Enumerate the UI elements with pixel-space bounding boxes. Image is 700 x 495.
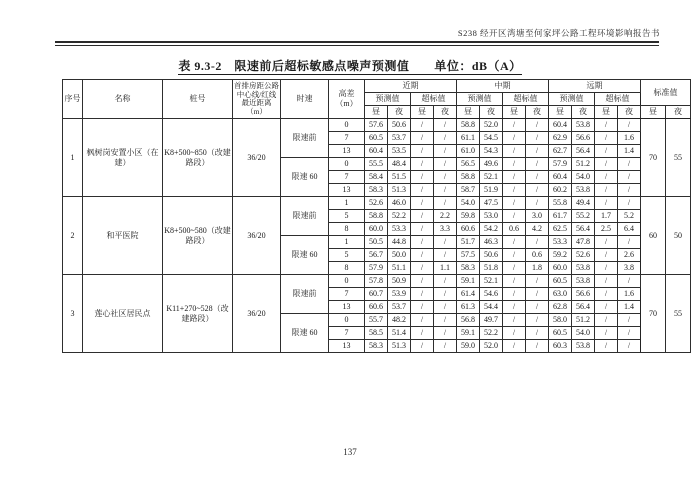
value-cell: 51.4: [388, 327, 411, 340]
value-cell: /: [595, 262, 618, 275]
value-cell: /: [595, 249, 618, 262]
value-cell: /: [411, 132, 434, 145]
col-header-day: 昼: [595, 106, 618, 119]
speed-cell: 限速 60: [281, 158, 329, 197]
value-cell: /: [411, 171, 434, 184]
value-cell: /: [503, 340, 526, 353]
value-cell: /: [503, 119, 526, 132]
value-cell: /: [503, 145, 526, 158]
value-cell: /: [526, 327, 549, 340]
value-cell: /: [526, 340, 549, 353]
value-cell: 52.2: [480, 327, 503, 340]
col-header-night: 夜: [480, 106, 503, 119]
table-row: [63, 197, 691, 210]
value-cell: 58.5: [365, 327, 388, 340]
value-cell: 55.7: [365, 314, 388, 327]
value-cell: /: [595, 236, 618, 249]
value-cell: /: [526, 314, 549, 327]
value-cell: 60.6: [457, 223, 480, 236]
value-cell: 60.7: [365, 288, 388, 301]
value-cell: 62.8: [549, 301, 572, 314]
value-cell: /: [434, 171, 457, 184]
value-cell: 55.8: [549, 197, 572, 210]
table-title-text: 表 9.3-2 限速前后超标敏感点噪声预测值 单位：dB（A）: [178, 59, 522, 73]
value-cell: 56.5: [457, 158, 480, 171]
value-cell: /: [526, 132, 549, 145]
value-cell: 60.4: [549, 119, 572, 132]
value-cell: /: [526, 184, 549, 197]
value-cell: 53.8: [572, 275, 595, 288]
value-cell: 49.4: [572, 197, 595, 210]
value-cell: /: [503, 275, 526, 288]
col-header-predicted: 预测值: [549, 93, 595, 106]
value-cell: /: [411, 145, 434, 158]
value-cell: 57.9: [549, 158, 572, 171]
value-cell: /: [595, 288, 618, 301]
value-cell: 53.3: [549, 236, 572, 249]
value-cell: /: [595, 171, 618, 184]
height-diff-cell: 1: [329, 236, 365, 249]
value-cell: 63.0: [549, 288, 572, 301]
value-cell: 51.2: [572, 158, 595, 171]
value-cell: /: [618, 327, 641, 340]
value-cell: 3.8: [618, 262, 641, 275]
value-cell: 2.5: [595, 223, 618, 236]
value-cell: /: [434, 236, 457, 249]
col-header-night: 夜: [572, 106, 595, 119]
value-cell: 54.5: [480, 132, 503, 145]
value-cell: 3.0: [526, 210, 549, 223]
value-cell: 52.0: [480, 340, 503, 353]
value-cell: /: [526, 275, 549, 288]
col-header-stake: 桩号: [163, 80, 233, 119]
value-cell: 50.6: [388, 119, 411, 132]
col-header-night: 夜: [526, 106, 549, 119]
col-header-day: 昼: [365, 106, 388, 119]
height-diff-cell: 8: [329, 262, 365, 275]
col-header-exceed: 超标值: [503, 93, 549, 106]
value-cell: /: [526, 171, 549, 184]
value-cell: 58.8: [457, 119, 480, 132]
value-cell: /: [503, 184, 526, 197]
value-cell: /: [503, 236, 526, 249]
value-cell: /: [434, 314, 457, 327]
value-cell: /: [618, 184, 641, 197]
col-header-predicted: 预测值: [365, 93, 411, 106]
value-cell: 53.8: [572, 119, 595, 132]
value-cell: 54.2: [480, 223, 503, 236]
value-cell: 53.5: [388, 145, 411, 158]
value-cell: /: [595, 119, 618, 132]
col-header-seq: 序号: [63, 80, 83, 119]
value-cell: 51.7: [457, 236, 480, 249]
value-cell: 5.2: [618, 210, 641, 223]
col-header-height-diff: 高差（m）: [329, 80, 365, 119]
value-cell: /: [595, 275, 618, 288]
value-cell: /: [618, 275, 641, 288]
col-header-standard: 标准值: [641, 80, 691, 106]
standard-night-cell: 55: [666, 119, 691, 197]
height-diff-cell: 1: [329, 197, 365, 210]
seq-cell: 2: [63, 197, 83, 275]
col-header-day: 昼: [411, 106, 434, 119]
value-cell: 53.0: [480, 210, 503, 223]
page-number: 137: [343, 447, 357, 457]
value-cell: 60.6: [365, 301, 388, 314]
value-cell: 58.3: [457, 262, 480, 275]
value-cell: 57.6: [365, 119, 388, 132]
col-header-period-far: 远期: [549, 80, 641, 93]
col-header-day: 昼: [549, 106, 572, 119]
value-cell: /: [411, 340, 434, 353]
value-cell: 1.6: [618, 132, 641, 145]
col-header-day: 昼: [503, 106, 526, 119]
value-cell: 47.5: [480, 197, 503, 210]
height-diff-cell: 0: [329, 158, 365, 171]
value-cell: /: [526, 197, 549, 210]
value-cell: /: [526, 301, 549, 314]
value-cell: 61.1: [457, 132, 480, 145]
value-cell: /: [526, 158, 549, 171]
height-diff-cell: 0: [329, 314, 365, 327]
value-cell: 50.9: [388, 275, 411, 288]
value-cell: 57.5: [457, 249, 480, 262]
value-cell: 2.6: [618, 249, 641, 262]
value-cell: 60.4: [365, 145, 388, 158]
height-diff-cell: 13: [329, 184, 365, 197]
noise-table-wrap: [62, 79, 691, 353]
value-cell: 47.8: [572, 236, 595, 249]
col-header-night: 夜: [434, 106, 457, 119]
value-cell: /: [503, 262, 526, 275]
value-cell: 54.3: [480, 145, 503, 158]
value-cell: /: [411, 327, 434, 340]
value-cell: 61.0: [457, 145, 480, 158]
height-diff-cell: 13: [329, 340, 365, 353]
value-cell: 53.8: [572, 340, 595, 353]
value-cell: /: [411, 288, 434, 301]
value-cell: 53.9: [388, 288, 411, 301]
seq-cell: 3: [63, 275, 83, 353]
name-cell: 和平医院: [83, 197, 163, 275]
value-cell: /: [526, 119, 549, 132]
value-cell: 53.3: [388, 223, 411, 236]
value-cell: /: [503, 197, 526, 210]
value-cell: 57.9: [365, 262, 388, 275]
value-cell: 50.5: [365, 236, 388, 249]
value-cell: 56.6: [572, 288, 595, 301]
value-cell: 60.2: [549, 184, 572, 197]
value-cell: 0.6: [503, 223, 526, 236]
col-header-night: 夜: [666, 106, 691, 119]
value-cell: 59.8: [457, 210, 480, 223]
col-header-distance: 首排房距公路中心线/红线最近距离（m）: [233, 80, 281, 119]
value-cell: /: [595, 327, 618, 340]
noise-prediction-table: [62, 79, 691, 353]
value-cell: 44.8: [388, 236, 411, 249]
header-rule: [55, 41, 659, 46]
table-title: [0, 57, 700, 75]
speed-cell: 限速前: [281, 119, 329, 158]
value-cell: /: [618, 340, 641, 353]
col-header-day: 昼: [641, 106, 666, 119]
value-cell: 52.1: [480, 275, 503, 288]
value-cell: 62.5: [549, 223, 572, 236]
value-cell: 51.3: [388, 340, 411, 353]
standard-night-cell: 50: [666, 197, 691, 275]
value-cell: 56.4: [572, 301, 595, 314]
table-row: [63, 119, 691, 132]
value-cell: 51.8: [480, 262, 503, 275]
stake-cell: K8+500~850（改建路段）: [163, 119, 233, 197]
value-cell: 62.9: [549, 132, 572, 145]
value-cell: 55.2: [572, 210, 595, 223]
distance-cell: 36/20: [233, 119, 281, 197]
value-cell: /: [503, 314, 526, 327]
value-cell: 46.0: [388, 197, 411, 210]
value-cell: /: [411, 119, 434, 132]
value-cell: 50.6: [480, 249, 503, 262]
value-cell: 51.2: [572, 314, 595, 327]
value-cell: 58.4: [365, 171, 388, 184]
value-cell: 61.7: [549, 210, 572, 223]
value-cell: 56.6: [572, 132, 595, 145]
col-header-exceed: 超标值: [595, 93, 641, 106]
col-header-speed: 时速: [281, 80, 329, 119]
table-row: [63, 275, 691, 288]
value-cell: /: [434, 119, 457, 132]
value-cell: 54.0: [572, 171, 595, 184]
speed-cell: 限速前: [281, 275, 329, 314]
col-header-period-near: 近期: [365, 80, 457, 93]
distance-cell: 36/20: [233, 197, 281, 275]
value-cell: 53.8: [572, 262, 595, 275]
value-cell: /: [411, 314, 434, 327]
value-cell: /: [434, 301, 457, 314]
value-cell: 60.3: [549, 340, 572, 353]
stake-cell: K11+270~528（改建路段）: [163, 275, 233, 353]
speed-cell: 限速 60: [281, 314, 329, 353]
value-cell: /: [526, 145, 549, 158]
value-cell: /: [411, 236, 434, 249]
value-cell: /: [595, 158, 618, 171]
value-cell: /: [595, 301, 618, 314]
speed-cell: 限速前: [281, 197, 329, 236]
value-cell: 54.0: [457, 197, 480, 210]
value-cell: 53.7: [388, 301, 411, 314]
value-cell: 62.7: [549, 145, 572, 158]
value-cell: /: [503, 249, 526, 262]
value-cell: 52.1: [480, 171, 503, 184]
name-cell: 莲心社区居民点: [83, 275, 163, 353]
stake-cell: K8+500~580（改建路段）: [163, 197, 233, 275]
col-header-predicted: 预测值: [457, 93, 503, 106]
value-cell: 52.6: [365, 197, 388, 210]
value-cell: 49.6: [480, 158, 503, 171]
value-cell: 58.0: [549, 314, 572, 327]
standard-day-cell: 60: [641, 197, 666, 275]
value-cell: 59.1: [457, 327, 480, 340]
height-diff-cell: 5: [329, 249, 365, 262]
col-header-night: 夜: [618, 106, 641, 119]
value-cell: 49.7: [480, 314, 503, 327]
value-cell: 59.0: [457, 340, 480, 353]
standard-day-cell: 70: [641, 119, 666, 197]
height-diff-cell: 7: [329, 288, 365, 301]
value-cell: 58.3: [365, 184, 388, 197]
value-cell: 60.5: [549, 275, 572, 288]
value-cell: /: [434, 197, 457, 210]
height-diff-cell: 7: [329, 171, 365, 184]
value-cell: 60.5: [365, 132, 388, 145]
height-diff-cell: 7: [329, 132, 365, 145]
value-cell: 54.4: [480, 301, 503, 314]
value-cell: 4.2: [526, 223, 549, 236]
col-header-day: 昼: [457, 106, 480, 119]
col-header-name: 名称: [83, 80, 163, 119]
value-cell: /: [595, 145, 618, 158]
value-cell: 60.0: [365, 223, 388, 236]
value-cell: 52.6: [572, 249, 595, 262]
height-diff-cell: 0: [329, 275, 365, 288]
standard-night-cell: 55: [666, 275, 691, 353]
value-cell: /: [503, 171, 526, 184]
col-header-exceed: 超标值: [411, 93, 457, 106]
value-cell: /: [618, 171, 641, 184]
value-cell: /: [618, 119, 641, 132]
value-cell: /: [434, 288, 457, 301]
value-cell: /: [595, 197, 618, 210]
value-cell: /: [411, 197, 434, 210]
speed-cell: 限速 60: [281, 236, 329, 275]
value-cell: /: [434, 145, 457, 158]
height-diff-cell: 8: [329, 223, 365, 236]
value-cell: 6.4: [618, 223, 641, 236]
value-cell: /: [434, 184, 457, 197]
value-cell: /: [595, 314, 618, 327]
value-cell: 56.4: [572, 145, 595, 158]
value-cell: 54.6: [480, 288, 503, 301]
value-cell: 57.8: [365, 275, 388, 288]
value-cell: 48.2: [388, 314, 411, 327]
value-cell: 1.1: [434, 262, 457, 275]
value-cell: /: [411, 262, 434, 275]
distance-cell: 36/20: [233, 275, 281, 353]
value-cell: 60.4: [549, 171, 572, 184]
value-cell: /: [595, 340, 618, 353]
value-cell: 52.2: [388, 210, 411, 223]
height-diff-cell: 13: [329, 301, 365, 314]
value-cell: 58.7: [457, 184, 480, 197]
value-cell: /: [411, 301, 434, 314]
value-cell: 60.0: [549, 262, 572, 275]
value-cell: 51.9: [480, 184, 503, 197]
value-cell: /: [595, 132, 618, 145]
report-header: S238 经开区湾塘至何家坪公路工程环境影响报告书: [457, 28, 660, 38]
value-cell: 52.0: [480, 119, 503, 132]
value-cell: /: [526, 236, 549, 249]
value-cell: /: [503, 132, 526, 145]
value-cell: 0.6: [526, 249, 549, 262]
value-cell: /: [618, 314, 641, 327]
value-cell: 58.8: [365, 210, 388, 223]
seq-cell: 1: [63, 119, 83, 197]
value-cell: /: [434, 158, 457, 171]
value-cell: /: [503, 327, 526, 340]
value-cell: /: [411, 223, 434, 236]
noise-table-body: [63, 119, 691, 353]
value-cell: /: [411, 158, 434, 171]
value-cell: 53.8: [572, 184, 595, 197]
value-cell: 59.2: [549, 249, 572, 262]
value-cell: 48.4: [388, 158, 411, 171]
value-cell: /: [411, 184, 434, 197]
value-cell: 60.5: [549, 327, 572, 340]
value-cell: /: [434, 327, 457, 340]
value-cell: 51.1: [388, 262, 411, 275]
standard-day-cell: 70: [641, 275, 666, 353]
height-diff-cell: 7: [329, 327, 365, 340]
value-cell: 2.2: [434, 210, 457, 223]
value-cell: /: [503, 158, 526, 171]
value-cell: 61.4: [457, 288, 480, 301]
value-cell: 46.3: [480, 236, 503, 249]
col-header-night: 夜: [388, 106, 411, 119]
value-cell: 3.3: [434, 223, 457, 236]
value-cell: 56.8: [457, 314, 480, 327]
value-cell: 51.3: [388, 184, 411, 197]
value-cell: /: [526, 288, 549, 301]
value-cell: 54.0: [572, 327, 595, 340]
value-cell: /: [434, 340, 457, 353]
value-cell: 51.5: [388, 171, 411, 184]
value-cell: /: [618, 236, 641, 249]
value-cell: 53.7: [388, 132, 411, 145]
value-cell: /: [503, 288, 526, 301]
value-cell: 55.5: [365, 158, 388, 171]
value-cell: 1.7: [595, 210, 618, 223]
value-cell: /: [434, 249, 457, 262]
value-cell: /: [411, 275, 434, 288]
value-cell: 59.1: [457, 275, 480, 288]
col-header-period-mid: 中期: [457, 80, 549, 93]
value-cell: /: [411, 210, 434, 223]
value-cell: 56.7: [365, 249, 388, 262]
name-cell: 枫树岗安置小区（在建）: [83, 119, 163, 197]
value-cell: /: [503, 210, 526, 223]
value-cell: /: [434, 132, 457, 145]
height-diff-cell: 5: [329, 210, 365, 223]
value-cell: /: [595, 184, 618, 197]
value-cell: 1.6: [618, 288, 641, 301]
value-cell: 61.3: [457, 301, 480, 314]
value-cell: 58.3: [365, 340, 388, 353]
value-cell: /: [503, 301, 526, 314]
value-cell: 1.4: [618, 145, 641, 158]
value-cell: /: [434, 275, 457, 288]
value-cell: 1.4: [618, 301, 641, 314]
value-cell: 50.0: [388, 249, 411, 262]
height-diff-cell: 0: [329, 119, 365, 132]
value-cell: 56.4: [572, 223, 595, 236]
value-cell: 58.8: [457, 171, 480, 184]
height-diff-cell: 13: [329, 145, 365, 158]
value-cell: /: [618, 197, 641, 210]
value-cell: /: [411, 249, 434, 262]
value-cell: 1.8: [526, 262, 549, 275]
value-cell: /: [618, 158, 641, 171]
